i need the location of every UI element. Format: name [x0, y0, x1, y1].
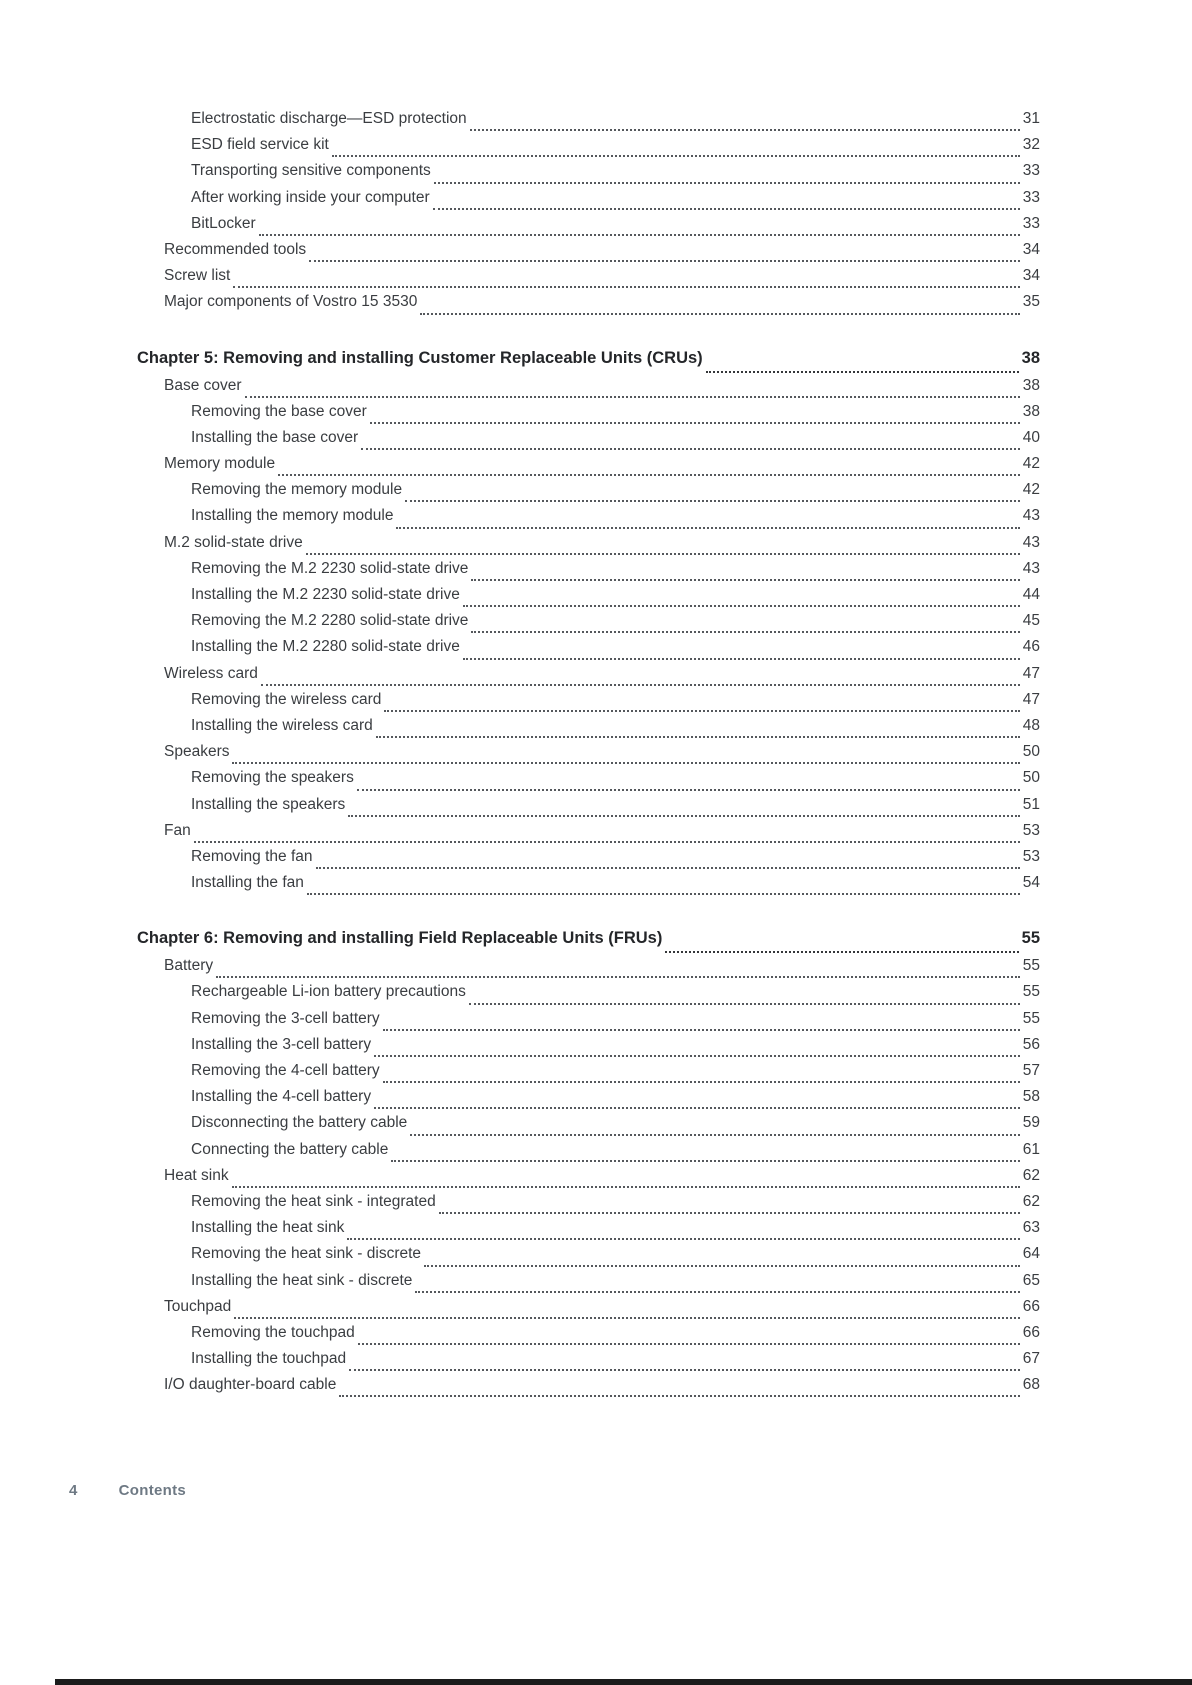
dot-leader	[383, 1029, 1020, 1031]
toc-entry[interactable]	[137, 267, 1040, 293]
toc-entry-label: Rechargeable Li-ion battery precautions	[191, 983, 466, 1001]
dot-leader	[307, 893, 1020, 895]
toc-entry[interactable]	[137, 1141, 1040, 1167]
toc-entry-label: Removing the 4-cell battery	[191, 1062, 380, 1079]
toc-entry-label: Removing the fan	[191, 847, 313, 865]
toc-entry[interactable]	[137, 1167, 1040, 1193]
toc-entry-label: Installing the touchpad	[191, 1350, 347, 1368]
dot-leader	[358, 1343, 1020, 1345]
toc-entry-label: Installing the 4-cell battery	[191, 1088, 372, 1106]
toc-entry-label: Disconnecting the battery cable	[191, 1114, 408, 1132]
toc-entry-label: Major components of Vostro 15 3530	[164, 293, 418, 311]
toc-entry[interactable]	[137, 1036, 1040, 1062]
dot-leader	[261, 684, 1020, 686]
toc-entry-label: BitLocker	[191, 214, 256, 232]
toc-entry-label: I/O daughter-board cable	[164, 1376, 337, 1394]
toc-entry-page: 66	[1022, 1297, 1040, 1315]
toc-entry[interactable]	[137, 822, 1040, 848]
toc-entry-label: After working inside your computer	[191, 188, 430, 206]
toc-entry-label: Removing the touchpad	[191, 1323, 355, 1341]
toc-entry[interactable]	[137, 136, 1040, 162]
toc-entry[interactable]	[137, 769, 1040, 795]
dot-leader	[347, 1238, 1019, 1240]
toc-entry-label: Speakers	[164, 743, 230, 761]
toc-entry-label: Removing the heat sink - discrete	[191, 1245, 422, 1263]
dot-leader	[376, 736, 1020, 738]
toc-entry-page: 55	[1021, 929, 1040, 948]
footer-contents-label: Contents	[118, 1482, 187, 1499]
toc-entry[interactable]	[137, 1376, 1040, 1402]
toc-entry-label: Base cover	[164, 376, 242, 394]
toc-entry-label: Connecting the battery cable	[191, 1140, 389, 1158]
dot-leader	[234, 1317, 1020, 1319]
toc-entry-page: 54	[1022, 874, 1040, 892]
toc-entry[interactable]	[137, 534, 1040, 560]
toc-entry-label: Removing the heat sink - integrated	[191, 1192, 436, 1210]
toc-entry-label: Installing the 3-cell battery	[191, 1035, 372, 1053]
toc-entry-label: Installing the M.2 2280 solid-state drive	[191, 638, 460, 656]
toc-chapter-heading[interactable]	[137, 349, 1040, 377]
dot-leader	[194, 841, 1020, 843]
dot-leader	[348, 815, 1020, 817]
toc-entry[interactable]	[137, 241, 1040, 267]
toc-entry-page: 42	[1022, 455, 1040, 473]
toc-entry[interactable]	[137, 1114, 1040, 1140]
toc-entry-label: Removing the speakers	[191, 769, 354, 787]
dot-leader	[370, 422, 1020, 424]
dot-leader	[706, 371, 1019, 373]
toc-entry[interactable]	[137, 110, 1040, 136]
toc-entry-page: 45	[1022, 612, 1040, 630]
toc-entry-page: 59	[1022, 1114, 1040, 1132]
toc-entry-page: 42	[1022, 481, 1040, 499]
toc-entry-label: ESD field service kit	[191, 136, 329, 154]
toc-entry-page: 47	[1022, 690, 1040, 708]
toc-entry-page: 55	[1022, 983, 1040, 1001]
dot-leader	[306, 553, 1020, 555]
toc-entry-page: 50	[1022, 743, 1040, 761]
footer-page-number: 4	[69, 1482, 78, 1499]
dot-leader	[391, 1160, 1019, 1162]
toc-entry-label: Touchpad	[164, 1297, 232, 1315]
toc-entry-page: 43	[1022, 533, 1040, 551]
toc-entry-label: Removing the base cover	[191, 402, 367, 420]
dot-leader	[332, 155, 1020, 157]
toc-entry[interactable]	[137, 612, 1040, 638]
toc-entry[interactable]	[137, 189, 1040, 215]
toc-entry[interactable]	[137, 293, 1040, 319]
toc-entry[interactable]	[137, 796, 1040, 822]
dot-leader	[463, 658, 1020, 660]
dot-leader	[384, 710, 1019, 712]
toc-entry-page: 35	[1022, 293, 1040, 311]
toc-entry-page: 67	[1022, 1350, 1040, 1368]
toc-entry-page: 56	[1022, 1035, 1040, 1053]
dot-leader	[439, 1212, 1020, 1214]
dot-leader	[665, 951, 1018, 953]
toc-entry[interactable]	[137, 429, 1040, 455]
dot-leader	[232, 762, 1019, 764]
toc-entry[interactable]	[137, 455, 1040, 481]
toc-entry[interactable]	[137, 403, 1040, 429]
toc-entry-page: 33	[1022, 214, 1040, 232]
bottom-edge-artifact	[55, 1679, 1192, 1685]
toc-entry[interactable]	[137, 743, 1040, 769]
toc-entry[interactable]	[137, 215, 1040, 241]
toc-entry-page: 43	[1022, 507, 1040, 525]
toc-entry-label: Chapter 6: Removing and installing Field Replaceable Units (FRUs)	[137, 929, 663, 948]
toc-entry-page: 38	[1021, 348, 1040, 367]
toc-entry-label: Heat sink	[164, 1166, 229, 1184]
toc-entry-page: 55	[1022, 957, 1040, 975]
toc-entry-page: 46	[1022, 638, 1040, 656]
toc-entry-label: Installing the base cover	[191, 428, 359, 446]
toc-entry-label: Installing the speakers	[191, 795, 346, 813]
toc-entry[interactable]	[137, 638, 1040, 664]
toc-entry-page: 64	[1022, 1245, 1040, 1263]
toc-entry[interactable]	[137, 848, 1040, 874]
toc-entry[interactable]	[137, 1298, 1040, 1324]
toc-entry[interactable]	[137, 1219, 1040, 1245]
dot-leader	[415, 1291, 1019, 1293]
toc-entry-page: 62	[1022, 1166, 1040, 1184]
toc-entry-page: 40	[1022, 428, 1040, 446]
toc-entry-page: 33	[1022, 188, 1040, 206]
toc-entry[interactable]	[137, 481, 1040, 507]
toc-entry-label: Installing the memory module	[191, 507, 394, 525]
dot-leader	[471, 579, 1019, 581]
dot-leader	[463, 605, 1020, 607]
toc-entry[interactable]	[137, 717, 1040, 743]
toc-entry-label: Removing the 3-cell battery	[191, 1009, 380, 1027]
toc-entry-label: M.2 solid-state drive	[164, 533, 303, 551]
page-footer	[69, 1482, 186, 1499]
toc-entry-page: 38	[1022, 376, 1040, 394]
toc-entry-page: 66	[1022, 1323, 1040, 1341]
toc-entry-label: Installing the wireless card	[191, 716, 373, 734]
dot-leader	[216, 976, 1020, 978]
toc-entry[interactable]	[137, 377, 1040, 403]
dot-leader	[405, 500, 1020, 502]
toc-entry-page: 48	[1022, 716, 1040, 734]
dot-leader	[471, 631, 1019, 633]
toc-entry-label: Installing the M.2 2230 solid-state drive	[191, 586, 460, 603]
toc-entry-label: Installing the heat sink	[191, 1219, 345, 1237]
toc-entry[interactable]	[137, 983, 1040, 1009]
dot-leader	[349, 1369, 1020, 1371]
dot-leader	[469, 1003, 1020, 1005]
toc-entry-page: 63	[1022, 1219, 1040, 1237]
toc-entry[interactable]	[137, 162, 1040, 188]
toc-entry-page: 55	[1022, 1009, 1040, 1027]
dot-leader	[259, 234, 1020, 236]
toc-entry-page: 44	[1022, 586, 1040, 603]
toc-entry-page: 65	[1022, 1271, 1040, 1289]
toc-entry[interactable]	[137, 1088, 1040, 1114]
dot-leader	[232, 1186, 1020, 1188]
toc-entry-page: 47	[1022, 664, 1040, 682]
toc-entry[interactable]	[137, 1350, 1040, 1376]
toc-entry[interactable]	[137, 1272, 1040, 1298]
dot-leader	[309, 260, 1020, 262]
toc-entry-label: Installing the heat sink - discrete	[191, 1271, 413, 1289]
dot-leader	[424, 1265, 1020, 1267]
toc-entry-page: 51	[1022, 795, 1040, 813]
toc-entry-page: 50	[1022, 769, 1040, 787]
dot-leader	[357, 789, 1020, 791]
toc-entry-page: 38	[1022, 402, 1040, 420]
toc-entry-label: Removing the M.2 2280 solid-state drive	[191, 612, 469, 630]
dot-leader	[420, 313, 1019, 315]
dot-leader	[434, 182, 1020, 184]
toc-entry-page: 32	[1022, 136, 1040, 154]
toc-entry[interactable]	[137, 507, 1040, 533]
dot-leader	[470, 129, 1020, 131]
toc-entry-label: Screw list	[164, 267, 231, 285]
dot-leader	[339, 1395, 1019, 1397]
toc-entry-page: 34	[1022, 267, 1040, 285]
dot-leader	[278, 474, 1020, 476]
toc-entry-label: Electrostatic discharge—ESD protection	[191, 110, 467, 127]
dot-leader	[233, 286, 1019, 288]
dot-leader	[396, 527, 1019, 529]
dot-leader	[410, 1134, 1019, 1136]
dot-leader	[374, 1107, 1020, 1109]
toc-entry[interactable]	[137, 1010, 1040, 1036]
toc-entry-label: Removing the M.2 2230 solid-state drive	[191, 559, 469, 577]
toc-entry-label: Recommended tools	[164, 240, 307, 258]
toc-entry-page: 68	[1022, 1376, 1040, 1394]
toc-entry-page: 33	[1022, 162, 1040, 180]
toc-entry[interactable]	[137, 560, 1040, 586]
dot-leader	[361, 448, 1020, 450]
toc-entry-page: 43	[1022, 559, 1040, 577]
toc-entry-page: 58	[1022, 1088, 1040, 1106]
toc-entry[interactable]	[137, 1324, 1040, 1350]
toc	[137, 110, 1040, 1402]
toc-entry[interactable]	[137, 665, 1040, 691]
toc-entry[interactable]	[137, 1245, 1040, 1271]
toc-entry-label: Removing the wireless card	[191, 690, 382, 708]
toc-entry-label: Memory module	[164, 455, 276, 473]
toc-entry-label: Installing the fan	[191, 874, 304, 892]
toc-entry-label: Battery	[164, 957, 214, 975]
toc-entry-page: 34	[1022, 240, 1040, 258]
toc-chapter-heading[interactable]	[137, 929, 1040, 957]
toc-entry-label: Chapter 5: Removing and installing Customer Replaceable Units (CRUs)	[137, 348, 703, 367]
toc-entry[interactable]	[137, 957, 1040, 983]
toc-entry-page: 53	[1022, 821, 1040, 839]
toc-entry[interactable]	[137, 874, 1040, 900]
toc-entry-label: Transporting sensitive components	[191, 162, 431, 180]
toc-entry-page: 53	[1022, 847, 1040, 865]
dot-leader	[245, 396, 1020, 398]
toc-entry[interactable]	[137, 1062, 1040, 1088]
dot-leader	[374, 1055, 1020, 1057]
toc-entry-page: 62	[1022, 1192, 1040, 1210]
toc-entry[interactable]	[137, 586, 1040, 612]
toc-entry-page: 31	[1022, 110, 1040, 127]
toc-entry-label: Fan	[164, 821, 191, 839]
toc-entry-page: 61	[1022, 1140, 1040, 1158]
dot-leader	[383, 1081, 1020, 1083]
toc-entry[interactable]	[137, 691, 1040, 717]
toc-entry-label: Wireless card	[164, 664, 258, 682]
dot-leader	[316, 867, 1020, 869]
toc-entry-page: 57	[1022, 1062, 1040, 1079]
toc-entry-label: Removing the memory module	[191, 481, 403, 499]
dot-leader	[433, 208, 1020, 210]
toc-entry[interactable]	[137, 1193, 1040, 1219]
